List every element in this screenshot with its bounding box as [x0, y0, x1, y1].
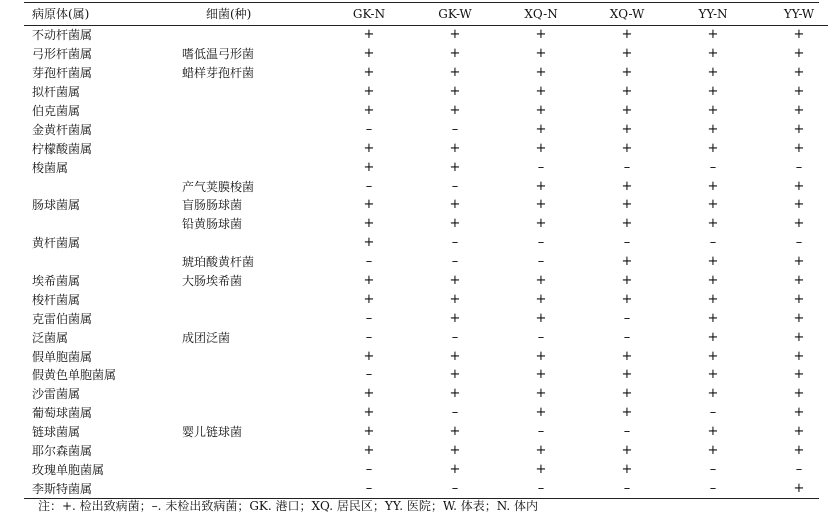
table-row	[24, 158, 828, 177]
cell-gk-w: +	[449, 216, 461, 232]
cell-species: 婴儿链球菌	[182, 425, 243, 440]
cell-species	[182, 385, 326, 404]
cell-xq-n: –	[537, 235, 545, 251]
cell-species	[182, 102, 326, 121]
cell-yy-n: –	[709, 405, 717, 421]
cell-xq-n: –	[537, 424, 545, 440]
cell-yy-n: +	[707, 348, 719, 364]
cell-gk-n: +	[363, 46, 375, 62]
cell-gk-w: +	[449, 424, 461, 440]
cell-gk-w: +	[449, 103, 461, 118]
cell-yy-w: +	[793, 310, 805, 326]
cell-xq-w: +	[621, 103, 633, 118]
cell-species	[182, 404, 326, 423]
cell-xq-w: –	[623, 235, 631, 251]
cell-gk-w: +	[449, 84, 461, 100]
table-row	[24, 102, 828, 121]
header-genus: 病原体(属)	[32, 7, 90, 21]
cell-xq-n: +	[535, 27, 547, 43]
table-row	[24, 139, 828, 158]
cell-xq-w: +	[621, 405, 633, 421]
cell-gk-w: +	[449, 291, 461, 307]
cell-genus: 链球菌属	[32, 425, 81, 440]
cell-xq-w: +	[621, 140, 633, 156]
table-row	[24, 26, 828, 45]
cell-genus: 拟杆菌属	[32, 85, 81, 100]
table-footnote: 注：+. 检出致病菌；–. 未检出致病菌；GK. 港口；XQ. 居民区；YY. 医院；W. 体表；N. 体内	[38, 499, 539, 513]
table-row	[24, 347, 828, 366]
cell-species	[182, 366, 326, 385]
header-gk-n: GK-N	[352, 7, 386, 21]
cell-gk-w: +	[449, 65, 461, 81]
cell-xq-n: +	[535, 461, 547, 477]
header-xq-n: XQ-N	[524, 7, 558, 21]
cell-xq-n: +	[535, 216, 547, 232]
table-row	[24, 460, 828, 479]
cell-xq-n: +	[535, 443, 547, 459]
cell-xq-w: +	[621, 273, 633, 289]
cell-xq-w: +	[621, 443, 633, 459]
cell-xq-n: +	[535, 84, 547, 100]
cell-yy-n: +	[707, 27, 719, 43]
cell-yy-n: +	[707, 197, 719, 213]
cell-xq-n: +	[535, 367, 547, 383]
cell-xq-n: +	[535, 348, 547, 364]
cell-species: 产气荚膜梭菌	[182, 179, 255, 194]
cell-yy-w: +	[793, 84, 805, 100]
cell-yy-w: –	[795, 159, 803, 175]
cell-yy-n: +	[707, 424, 719, 440]
cell-species	[182, 460, 326, 479]
cell-species: 嗜低温弓形菌	[182, 47, 255, 62]
header-gk-w: GK-W	[438, 7, 472, 21]
cell-yy-n: +	[707, 65, 719, 81]
cell-yy-n: +	[707, 140, 719, 156]
cell-gk-w: –	[451, 178, 459, 194]
cell-xq-n: +	[535, 291, 547, 307]
pathogen-table-container	[24, 2, 819, 499]
cell-xq-w: +	[621, 216, 633, 232]
cell-gk-w: –	[451, 405, 459, 421]
cell-genus	[24, 215, 182, 234]
cell-xq-n: –	[537, 254, 545, 270]
cell-yy-n: +	[707, 103, 719, 118]
cell-yy-n: +	[707, 121, 719, 137]
cell-gk-n: +	[363, 197, 375, 213]
cell-species	[182, 442, 326, 461]
table-row	[24, 83, 828, 102]
cell-yy-w: +	[793, 46, 805, 62]
cell-yy-n: +	[707, 84, 719, 100]
cell-gk-n: +	[363, 216, 375, 232]
table-header-row	[24, 3, 828, 26]
cell-xq-n: +	[535, 386, 547, 402]
cell-yy-n: +	[707, 367, 719, 383]
cell-species: 琥珀酸黄杆菌	[182, 255, 255, 270]
table-row	[24, 309, 828, 328]
cell-genus	[24, 177, 182, 196]
cell-yy-n: +	[707, 216, 719, 232]
cell-xq-n: +	[535, 103, 547, 118]
cell-xq-w: +	[621, 461, 633, 477]
cell-gk-n: +	[363, 84, 375, 100]
table-row	[24, 45, 828, 64]
cell-gk-w: +	[449, 367, 461, 383]
cell-genus: 玫瑰单胞菌属	[32, 462, 105, 477]
cell-genus: 沙雷菌属	[32, 387, 81, 402]
cell-xq-w: +	[621, 178, 633, 194]
cell-gk-n: +	[363, 291, 375, 307]
cell-yy-n: –	[709, 235, 717, 251]
cell-gk-n: –	[365, 121, 373, 137]
table-row	[24, 253, 828, 272]
table-row	[24, 177, 828, 196]
cell-species: 大肠埃希菌	[182, 274, 243, 289]
cell-yy-n: –	[709, 461, 717, 477]
cell-gk-n: +	[363, 65, 375, 81]
cell-genus: 葡萄球菌属	[32, 406, 93, 421]
cell-gk-n: +	[363, 235, 375, 251]
cell-yy-n: +	[707, 291, 719, 307]
cell-xq-w: –	[623, 329, 631, 345]
cell-species	[182, 26, 326, 45]
cell-yy-n: +	[707, 386, 719, 402]
cell-yy-n: +	[707, 273, 719, 289]
cell-gk-w: +	[449, 273, 461, 289]
cell-gk-n: –	[365, 461, 373, 477]
cell-gk-w: –	[451, 329, 459, 345]
cell-yy-w: +	[793, 424, 805, 440]
cell-gk-w: +	[449, 140, 461, 156]
cell-gk-w: +	[449, 386, 461, 402]
cell-genus: 梭菌属	[32, 160, 69, 175]
cell-species	[182, 309, 326, 328]
cell-species	[182, 479, 326, 498]
cell-yy-w: +	[793, 27, 805, 43]
cell-yy-n: +	[707, 178, 719, 194]
cell-gk-n: +	[363, 424, 375, 440]
cell-yy-w: –	[795, 461, 803, 477]
cell-genus: 克雷伯菌属	[32, 311, 93, 326]
cell-yy-n: –	[709, 480, 717, 496]
cell-yy-n: +	[707, 46, 719, 62]
cell-xq-n: +	[535, 121, 547, 137]
cell-gk-n: +	[363, 405, 375, 421]
cell-genus: 不动杆菌属	[32, 28, 93, 43]
cell-species	[182, 347, 326, 366]
cell-gk-n: +	[363, 348, 375, 364]
cell-gk-w: –	[451, 235, 459, 251]
table-row	[24, 404, 828, 423]
cell-xq-w: +	[621, 386, 633, 402]
table-row	[24, 479, 828, 498]
table-row	[24, 442, 828, 461]
cell-gk-n: +	[363, 443, 375, 459]
cell-xq-n: +	[535, 140, 547, 156]
cell-gk-w: –	[451, 480, 459, 496]
cell-gk-w: +	[449, 27, 461, 43]
cell-yy-n: +	[707, 443, 719, 459]
cell-xq-n: +	[535, 197, 547, 213]
cell-yy-w: +	[793, 405, 805, 421]
cell-genus: 假单胞菌属	[32, 349, 93, 364]
cell-yy-w: +	[793, 480, 805, 496]
cell-yy-w: +	[793, 291, 805, 307]
cell-gk-n: +	[363, 140, 375, 156]
cell-xq-w: +	[621, 84, 633, 100]
header-xq-w: XQ-W	[609, 7, 645, 21]
cell-gk-n: –	[365, 178, 373, 194]
cell-yy-w: +	[793, 65, 805, 81]
cell-yy-n: +	[707, 254, 719, 270]
cell-xq-w: –	[623, 480, 631, 496]
cell-yy-w: +	[793, 329, 805, 345]
cell-yy-n: +	[707, 329, 719, 345]
cell-yy-w: +	[793, 121, 805, 137]
cell-xq-w: +	[621, 46, 633, 62]
cell-gk-n: –	[365, 254, 373, 270]
cell-gk-w: –	[451, 254, 459, 270]
cell-genus: 埃希菌属	[32, 274, 81, 289]
cell-genus: 黄杆菌属	[32, 236, 81, 251]
table-row	[24, 423, 828, 442]
cell-species	[182, 234, 326, 253]
table-row	[24, 196, 828, 215]
cell-yy-n: +	[707, 310, 719, 326]
cell-gk-n: –	[365, 367, 373, 383]
cell-yy-w: +	[793, 197, 805, 213]
cell-gk-n: –	[365, 310, 373, 326]
cell-gk-n: –	[365, 329, 373, 345]
cell-species	[182, 120, 326, 139]
cell-gk-n: +	[363, 27, 375, 43]
cell-gk-w: +	[449, 310, 461, 326]
cell-gk-w: +	[449, 348, 461, 364]
header-yy-n: YY-N	[698, 7, 728, 21]
cell-gk-w: +	[449, 461, 461, 477]
cell-gk-n: +	[363, 273, 375, 289]
cell-yy-w: +	[793, 254, 805, 270]
cell-yy-w: +	[793, 386, 805, 402]
table-row	[24, 385, 828, 404]
cell-yy-w: +	[793, 178, 805, 194]
cell-genus: 泛菌属	[32, 330, 69, 345]
cell-genus: 金黄杆菌属	[32, 122, 93, 137]
pathogen-table	[24, 3, 828, 498]
cell-genus: 伯克菌属	[32, 104, 81, 118]
cell-species: 铅黄肠球菌	[182, 217, 243, 232]
table-row	[24, 120, 828, 139]
cell-genus: 耶尔森菌属	[32, 444, 93, 459]
table-row	[24, 215, 828, 234]
cell-genus: 肠球菌属	[32, 198, 81, 213]
cell-species	[182, 83, 326, 102]
header-yy-w: YY-W	[783, 7, 815, 21]
table-row	[24, 272, 828, 291]
cell-yy-w: +	[793, 140, 805, 156]
cell-xq-w: –	[623, 159, 631, 175]
cell-xq-n: +	[535, 65, 547, 81]
cell-species: 成团泛菌	[182, 330, 231, 345]
cell-gk-w: +	[449, 443, 461, 459]
cell-xq-n: –	[537, 159, 545, 175]
table-row	[24, 366, 828, 385]
cell-yy-w: –	[795, 235, 803, 251]
cell-gk-w: +	[449, 197, 461, 213]
cell-yy-n: –	[709, 159, 717, 175]
cell-yy-w: +	[793, 273, 805, 289]
cell-gk-w: +	[449, 46, 461, 62]
cell-gk-n: +	[363, 103, 375, 118]
cell-gk-n: +	[363, 159, 375, 175]
cell-xq-w: +	[621, 291, 633, 307]
cell-genus: 李斯特菌属	[32, 481, 93, 496]
cell-species	[182, 290, 326, 309]
cell-genus: 假黄色单胞菌属	[32, 368, 117, 383]
cell-xq-w: –	[623, 310, 631, 326]
cell-yy-w: +	[793, 348, 805, 364]
cell-species	[182, 139, 326, 158]
cell-yy-w: +	[793, 443, 805, 459]
cell-xq-n: +	[535, 310, 547, 326]
cell-xq-n: +	[535, 46, 547, 62]
cell-xq-n: +	[535, 178, 547, 194]
cell-genus: 柠檬酸菌属	[32, 141, 93, 156]
cell-xq-w: –	[623, 424, 631, 440]
cell-species: 盲肠肠球菌	[182, 198, 243, 213]
cell-species: 蜡样芽孢杆菌	[182, 66, 255, 81]
table-row	[24, 290, 828, 309]
table-body	[24, 26, 828, 499]
cell-xq-w: +	[621, 121, 633, 137]
cell-gk-w: +	[449, 159, 461, 175]
cell-xq-w: +	[621, 27, 633, 43]
cell-xq-w: +	[621, 367, 633, 383]
cell-species	[182, 158, 326, 177]
cell-gk-w: –	[451, 121, 459, 137]
cell-yy-w: +	[793, 103, 805, 118]
cell-xq-w: +	[621, 65, 633, 81]
table-row	[24, 64, 828, 83]
cell-xq-n: –	[537, 329, 545, 345]
table-row	[24, 234, 828, 253]
cell-genus: 弓形杆菌属	[32, 47, 93, 62]
cell-gk-n: +	[363, 386, 375, 402]
cell-xq-w: +	[621, 348, 633, 364]
cell-xq-n: –	[537, 480, 545, 496]
header-species: 细菌(种)	[206, 7, 252, 21]
table-row	[24, 328, 828, 347]
cell-xq-w: +	[621, 254, 633, 270]
cell-yy-w: +	[793, 216, 805, 232]
cell-xq-n: +	[535, 273, 547, 289]
cell-genus: 梭杆菌属	[32, 292, 81, 307]
cell-xq-w: +	[621, 197, 633, 213]
cell-gk-n: –	[365, 480, 373, 496]
cell-genus	[24, 253, 182, 272]
cell-xq-n: +	[535, 405, 547, 421]
cell-yy-w: +	[793, 367, 805, 383]
cell-genus: 芽孢杆菌属	[32, 66, 93, 81]
